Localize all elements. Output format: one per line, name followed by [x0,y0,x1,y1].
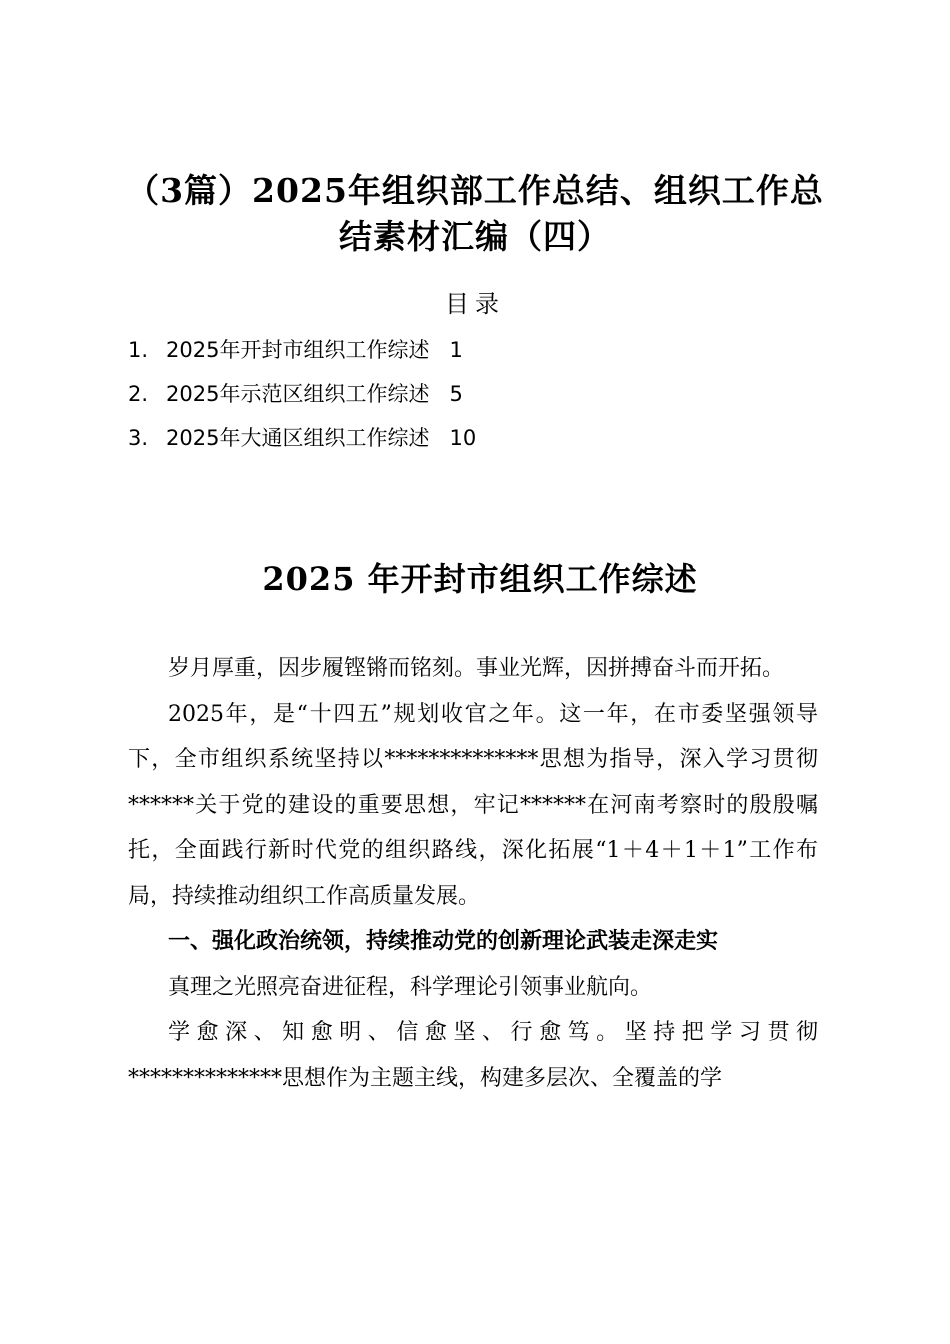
body-paragraph: 2025年，是“十四五”规划收官之年。这一年，在市委坚强领导下，全市组织系统坚持以**************思想为指导，深入学习贯彻******关于党的建设的重要思想，牢记******在河南考察时的殷殷嘱托，全面践行新时代党的组织路线，深化拓展“1＋4＋1＋1”工作布局，持续推动组织工作高质量发展。 [128,701,819,909]
toc-item-text: 2025年示范区组织工作综述 [166,382,430,406]
toc-item-number: 1. [128,338,149,362]
document-title-line-1: （3篇）2025年组织部工作总结、组织工作总 [126,171,824,210]
toc-item-2[interactable] [128,376,728,420]
toc-item-page: 5 [449,382,463,406]
toc-item-text: 2025年开封市组织工作综述 [166,338,430,362]
toc-item-page: 10 [449,426,477,450]
toc-heading: 目录 [445,290,505,318]
document-title [100,168,850,260]
body-paragraph: 真理之光照亮奋进征程，科学理论引领事业航向。 [168,974,653,1000]
body-paragraph: 学愈深、知愈明、信愈坚、行愈笃。坚持把学习贯彻**************思想作为主题主线，构建多层次、全覆盖的学 [128,1020,818,1091]
toc-item-1[interactable] [128,332,728,376]
toc-item-number: 2. [128,382,149,406]
article-body [128,646,818,1101]
toc-item-number: 3. [128,426,149,450]
toc-item-text: 2025年大通区组织工作综述 [166,426,430,450]
document-title-line-2: 结素材汇编（四） [339,217,611,256]
table-of-contents [128,332,728,464]
toc-item-page: 1 [449,338,463,362]
toc-item-3[interactable] [128,420,728,464]
section-heading: 一、强化政治统领，持续推动党的创新理论武装走深走实 [168,928,719,954]
article-title: 2025 年开封市组织工作综述 [262,560,698,598]
body-paragraph: 岁月厚重，因步履铿锵而铭刻。事业光辉，因拼搏奋斗而开拓。 [168,656,785,681]
